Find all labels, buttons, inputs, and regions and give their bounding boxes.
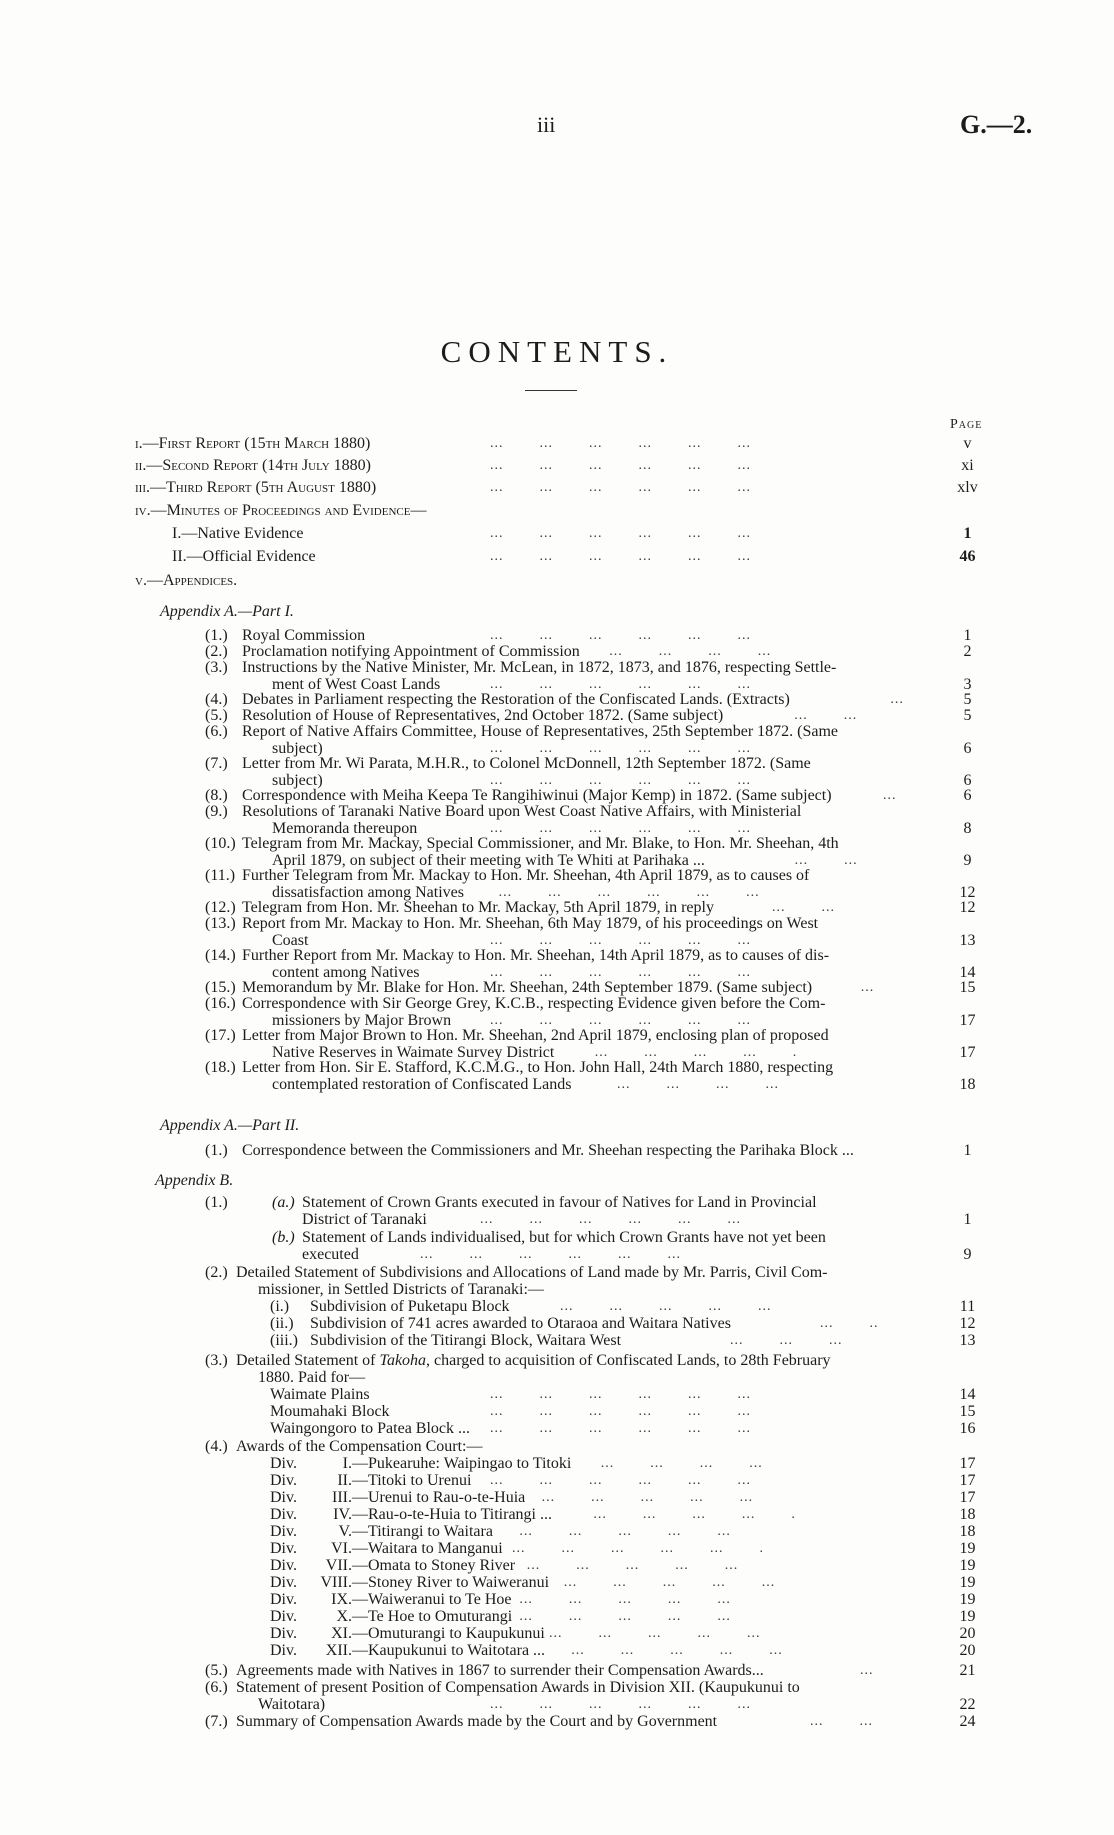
leader-dots: ... ... ... ... ... ... (490, 741, 751, 756)
page-ref: 3 (963, 676, 972, 693)
page-ref: 15 (959, 979, 976, 996)
page-ref: 12 (959, 899, 976, 916)
div-number: VIII. (320, 1574, 352, 1591)
item-number: (11.) (205, 867, 236, 884)
leader-dots: ... ... ... ... ... (526, 1558, 770, 1573)
div-label: Div. (270, 1574, 297, 1591)
item-text: Report of Native Affairs Committee, House of Representatives, 25th September 1872. (Same (242, 723, 839, 740)
page-ref: 19 (959, 1574, 976, 1591)
item-text: April 1879, on subject of their meeting with Te Whiti at Parihaka ... (272, 852, 705, 869)
page-ref: 46 (959, 548, 976, 565)
item-text: Statement of Crown Grants executed in favour of Natives for Land in Provincial (302, 1194, 817, 1211)
appendix-heading: Appendix A.—Part I. (160, 603, 294, 620)
leader-dots: ... ... ... ... ... ... (490, 1697, 751, 1712)
item-text: Waingongoro to Patea Block ... (270, 1420, 471, 1437)
item-number: (2.) (205, 643, 228, 660)
leader-dots: ... ... ... ... ... ... (490, 933, 751, 948)
item-text: —Titoki to Urenui (352, 1472, 472, 1489)
item-text (236, 1352, 831, 1369)
item-text: Memoranda thereupon (272, 820, 418, 837)
item-text: subject) (272, 772, 323, 789)
item-text: Waitotara) (258, 1696, 326, 1713)
item-text: Instructions by the Native Minister, Mr. McLean, in 1872, 1873, and 1876, respecting Settle- (242, 659, 837, 676)
item-number: (2.) (205, 1264, 228, 1281)
item-text: District of Taranaki (302, 1211, 427, 1228)
item-number: (3.) (205, 1352, 228, 1369)
item-text: Moumahaki Block (270, 1403, 390, 1420)
leader-dots: ... ... ... ... ... ... (490, 526, 751, 541)
item-text: Telegram from Mr. Mackay, Special Commissioner, and Mr. Blake, to Hon. Mr. Sheehan, 4th (242, 835, 839, 852)
item-text: Correspondence with Sir George Grey, K.C.B., respecting Evidence given before the Com- (242, 995, 826, 1012)
leader-dots: ... ... ... ... ... ... (490, 549, 751, 564)
leader-dots: ... ... ... ... ... ... (490, 1473, 751, 1488)
page-ref: 9 (963, 1246, 972, 1263)
item-number: (7.) (205, 1713, 228, 1730)
page-ref: 6 (963, 787, 972, 804)
leader-dots: ... (860, 1663, 896, 1678)
page-ref: 6 (963, 740, 972, 757)
div-label: Div. (270, 1557, 297, 1574)
item-text: —Titirangi to Waitara (352, 1523, 493, 1540)
page-ref: 17 (959, 1012, 976, 1029)
item-text: —Te Hoe to Omuturangi (352, 1608, 513, 1625)
leader-dots: ... ... (772, 900, 862, 915)
item-text: Awards of the Compensation Court:— (236, 1438, 483, 1455)
leader-dots: ... ... ... ... ... ... (490, 458, 751, 473)
leader-dots: ... ... (794, 708, 871, 723)
page-ref: 13 (959, 932, 976, 949)
section-label: II.—Official Evidence (172, 548, 316, 565)
item-text: Letter from Hon. Sir E. Stafford, K.C.M.G., to Hon. John Hall, 24th March 1880, respecting (242, 1059, 834, 1076)
page-ref: 13 (959, 1332, 976, 1349)
item-text: —Kaupukunui to Waitotara ... (352, 1642, 546, 1659)
page-ref: 20 (959, 1642, 976, 1659)
div-label: Div. (270, 1591, 297, 1608)
div-label: Div. (270, 1540, 297, 1557)
item-text: Subdivision of the Titirangi Block, Waitara West (310, 1332, 622, 1349)
page-ref: 5 (963, 707, 972, 724)
div-label: Div. (270, 1489, 297, 1506)
item-text: Native Reserves in Waimate Survey District (272, 1044, 555, 1061)
leader-dots: ... ... ... ... ... (563, 1575, 785, 1590)
item-text: 1880. Paid for— (258, 1369, 366, 1386)
item-text: Correspondence with Meiha Keepa Te Rangihiwinui (Major Kemp) in 1872. (Same subject) (242, 787, 832, 804)
item-number: (16.) (205, 995, 236, 1012)
leader-dots: ... ... ... ... ... (560, 1299, 785, 1314)
page-ref: 17 (959, 1044, 976, 1061)
item-text: Statement of Lands individualised, but for which Crown Grants have not yet been (302, 1229, 826, 1246)
leader-dots: ... ... (810, 1714, 878, 1729)
div-label: Div. (270, 1472, 297, 1489)
sub-label: (a.) (272, 1194, 295, 1211)
div-number: IV. (333, 1506, 352, 1523)
leader-dots: ... ... ... ... ... ... (490, 821, 751, 836)
sub-label: (b.) (272, 1229, 295, 1246)
leader-dots: ... ... ... (730, 1333, 847, 1348)
page-ref: 1 (963, 1211, 972, 1228)
item-text: Coast (272, 932, 309, 949)
item-text: ment of West Coast Lands (272, 676, 441, 693)
leader-dots: ... ... ... ... ... (519, 1592, 767, 1607)
appendix-heading: Appendix A.—Part II. (160, 1117, 300, 1134)
page-ref: 1 (963, 1142, 972, 1159)
page-ref: 24 (959, 1713, 976, 1730)
item-number: (18.) (205, 1059, 236, 1076)
item-number: (17.) (205, 1027, 236, 1044)
leader-dots: ... ... ... ... ... (571, 1643, 788, 1658)
leader-dots: ... ... ... ... ... ... (490, 1404, 751, 1419)
page-ref: 19 (959, 1540, 976, 1557)
page-ref: xlv (957, 479, 978, 496)
title-rule (525, 390, 577, 391)
document-reference: G.—2. (960, 110, 1033, 139)
leader-dots: ... .. (820, 1316, 879, 1331)
div-label: Div. (270, 1523, 297, 1540)
page-ref: 12 (959, 884, 976, 901)
leader-dots: ... (890, 692, 909, 707)
section-label: I.—Native Evidence (172, 525, 304, 542)
item-text: executed (302, 1246, 359, 1263)
page-ref: 19 (959, 1608, 976, 1625)
div-number: II. (337, 1472, 352, 1489)
page-ref: 19 (959, 1557, 976, 1574)
page-ref: 16 (959, 1420, 976, 1437)
leader-dots: ... ... ... ... (617, 1077, 806, 1092)
leader-dots: ... ... ... ... ... (541, 1490, 776, 1505)
leader-dots: ... ... ... ... ... ... (490, 1421, 751, 1436)
item-text: Resolutions of Taranaki Native Board upon West Coast Native Affairs, with Ministerial (242, 803, 802, 820)
item-text: Telegram from Hon. Mr. Sheehan to Mr. Mackay, 5th April 1879, in reply (242, 899, 714, 916)
leader-dots: ... (883, 788, 906, 803)
leader-dots: ... ... ... ... ... ... (490, 677, 751, 692)
item-number: (1.) (205, 1142, 228, 1159)
item-text: Further Telegram from Mr. Mackay to Hon. Mr. Sheehan, 4th April 1879, as to causes of (242, 867, 810, 884)
div-number: IX. (331, 1591, 352, 1608)
leader-dots: ... ... ... ... ... (549, 1626, 779, 1641)
sub-label: (i.) (270, 1298, 290, 1315)
page-ref: 14 (959, 964, 976, 981)
div-label: Div. (270, 1455, 297, 1472)
page-ref: 20 (959, 1625, 976, 1642)
page-number: iii (537, 112, 556, 137)
item-text: Resolution of House of Representatives, 2nd October 1872. (Same subject) (242, 707, 724, 724)
section-label: v.—Appendices. (135, 572, 238, 589)
div-number: XII. (325, 1642, 352, 1659)
page-ref: 17 (959, 1472, 976, 1489)
item-text: Memorandum by Mr. Blake for Hon. Mr. Sheehan, 24th September 1879. (Same subject) (242, 979, 813, 996)
item-text: content among Natives (272, 964, 420, 981)
div-number: VI. (331, 1540, 352, 1557)
section-label: i.—First Report (15th March 1880) (135, 435, 371, 452)
leader-dots: ... ... ... ... ... ... (480, 1212, 741, 1227)
item-text: missioners by Major Brown (272, 1012, 452, 1029)
div-number: III. (332, 1489, 352, 1506)
leader-dots: ... ... ... ... ... ... (490, 1013, 751, 1028)
item-text: Royal Commission (242, 627, 366, 644)
item-number: (10.) (205, 835, 236, 852)
item-text: —Pukearuhe: Waipingao to Titoki (352, 1455, 572, 1472)
item-text: Proclamation notifying Appointment of Commission (242, 643, 580, 660)
div-number: XI. (331, 1625, 352, 1642)
item-text: subject) (272, 740, 323, 757)
page-ref: 6 (963, 772, 972, 789)
page-ref: 18 (959, 1523, 976, 1540)
page-ref: v (963, 435, 972, 452)
leader-dots: ... ... ... ... (600, 1456, 799, 1471)
leader-dots: ... ... ... ... ... (519, 1609, 767, 1624)
page-ref: xi (961, 457, 974, 474)
leader-dots: ... ... ... ... . (594, 1045, 798, 1060)
page-ref: 18 (959, 1506, 976, 1523)
page-ref: 1 (963, 525, 972, 542)
item-text: Correspondence between the Commissioners and Mr. Sheehan respecting the Parihaka Block ... (242, 1142, 854, 1159)
item-text: —Omata to Stoney River (352, 1557, 516, 1574)
item-text: —Waitara to Manganui (352, 1540, 503, 1557)
item-text: Agreements made with Natives in 1867 to surrender their Compensation Awards... (236, 1662, 764, 1679)
item-number: (9.) (205, 803, 228, 820)
item-text-part: Detailed Statement of (236, 1352, 380, 1369)
item-text: contemplated restoration of Confiscated Lands (272, 1076, 572, 1093)
sub-label: (ii.) (270, 1315, 294, 1332)
leader-dots: ... ... ... ... ... ... (498, 885, 760, 900)
item-number: (1.) (205, 627, 228, 644)
div-label: Div. (270, 1608, 297, 1625)
item-text: —Urenui to Rau-o-te-Huia (352, 1489, 526, 1506)
item-text-part: , charged to acquisition of Confiscated Lands, to 28th February (426, 1352, 831, 1369)
leader-dots: ... ... ... ... ... ... (490, 436, 751, 451)
leader-dots: ... ... ... ... ... ... (490, 773, 751, 788)
div-number: VII. (325, 1557, 352, 1574)
leader-dots: ... ... ... ... ... (519, 1524, 767, 1539)
leader-dots: ... ... ... ... ... ... (490, 965, 751, 980)
section-label: iii.—Third Report (5th August 1880) (135, 479, 377, 496)
item-number: (3.) (205, 659, 228, 676)
div-number: I. (342, 1455, 352, 1472)
item-number: (15.) (205, 979, 236, 996)
page-ref: 18 (959, 1076, 976, 1093)
div-label: Div. (270, 1625, 297, 1642)
leader-dots: ... ... ... ... ... . (512, 1541, 764, 1556)
item-number: (4.) (205, 691, 228, 708)
item-text: Further Report from Mr. Mackay to Hon. Mr. Sheehan, 14th April 1879, as to causes of dis- (242, 947, 830, 964)
page-ref: 17 (959, 1489, 976, 1506)
div-label: Div. (270, 1642, 297, 1659)
item-text: Letter from Mr. Wi Parata, M.H.R., to Colonel McDonnell, 12th September 1872. (Same (242, 755, 811, 772)
item-number: (7.) (205, 755, 228, 772)
sub-label: (iii.) (270, 1332, 298, 1349)
item-number: (1.) (205, 1194, 228, 1211)
item-text: Summary of Compensation Awards made by the Court and by Government (236, 1713, 718, 1730)
div-number: V. (338, 1523, 352, 1540)
leader-dots: ... ... ... ... ... ... (490, 628, 751, 643)
page-ref: 15 (959, 1403, 976, 1420)
item-text: Subdivision of Puketapu Block (310, 1298, 510, 1315)
item-text: missioner, in Settled Districts of Taranaki:— (258, 1281, 544, 1298)
item-number: (6.) (205, 723, 228, 740)
page-ref: 8 (963, 820, 972, 837)
item-text: Statement of present Position of Compensation Awards in Division XII. (Kaupukunui to (236, 1679, 800, 1696)
page-ref: 5 (963, 691, 972, 708)
item-number: (12.) (205, 899, 236, 916)
item-text: —Rau-o-te-Huia to Titirangi ... (352, 1506, 552, 1523)
item-number: (14.) (205, 947, 236, 964)
item-text: Debates in Parliament respecting the Restoration of the Confiscated Lands. (Extracts) (242, 691, 790, 708)
item-text: —Stoney River to Waiweranui (352, 1574, 550, 1591)
item-text: dissatisfaction among Natives (272, 884, 464, 901)
page-ref: 9 (963, 852, 972, 869)
item-number: (5.) (205, 707, 228, 724)
div-label: Div. (270, 1506, 297, 1523)
section-label: iv.—Minutes of Proceedings and Evidence— (135, 502, 427, 519)
item-number: (8.) (205, 787, 228, 804)
item-text: —Waiweranui to Te Hoe (352, 1591, 512, 1608)
page-ref: 2 (963, 643, 972, 660)
item-number: (6.) (205, 1679, 228, 1696)
leader-dots: ... ... ... ... (609, 644, 803, 659)
page-column-heading: Page (950, 417, 983, 432)
item-number: (5.) (205, 1662, 228, 1679)
page-ref: 14 (959, 1386, 976, 1403)
leader-dots: ... ... ... ... ... ... (490, 480, 751, 495)
item-text-italic: Takoha (379, 1352, 427, 1369)
page-ref: 17 (959, 1455, 976, 1472)
item-text: —Omuturangi to Kaupukunui (352, 1625, 545, 1642)
leader-dots: ... ... ... ... ... ... (420, 1247, 681, 1262)
item-text: Letter from Major Brown to Hon. Mr. Sheehan, 2nd April 1879, enclosing plan of proposed (242, 1027, 829, 1044)
leader-dots: ... (860, 980, 897, 995)
item-number: (13.) (205, 915, 236, 932)
leader-dots: ... ... (794, 853, 872, 868)
page-ref: 21 (959, 1662, 976, 1679)
leader-dots: ... ... ... ... . (593, 1507, 796, 1522)
page-title: CONTENTS. (440, 334, 674, 369)
section-label: ii.—Second Report (14th July 1880) (135, 457, 372, 474)
item-text: Detailed Statement of Subdivisions and Allocations of Land made by Mr. Parris, Civil Com- (236, 1264, 828, 1281)
item-text: Report from Mr. Mackay to Hon. Mr. Sheehan, 6th May 1879, of his proceedings on West (242, 915, 819, 932)
item-text: Waimate Plains (270, 1386, 370, 1403)
item-text: Subdivision of 741 acres awarded to Otaraoa and Waitara Natives (310, 1315, 731, 1332)
item-number: (4.) (205, 1438, 228, 1455)
page-ref: 1 (963, 627, 972, 644)
page-ref: 12 (959, 1315, 976, 1332)
page-ref: 22 (959, 1696, 976, 1713)
leader-dots: ... ... ... ... ... ... (490, 1387, 751, 1402)
div-number: X. (336, 1608, 352, 1625)
page-ref: 11 (959, 1298, 976, 1315)
appendix-heading: Appendix B. (155, 1172, 234, 1189)
page-ref: 19 (959, 1591, 976, 1608)
